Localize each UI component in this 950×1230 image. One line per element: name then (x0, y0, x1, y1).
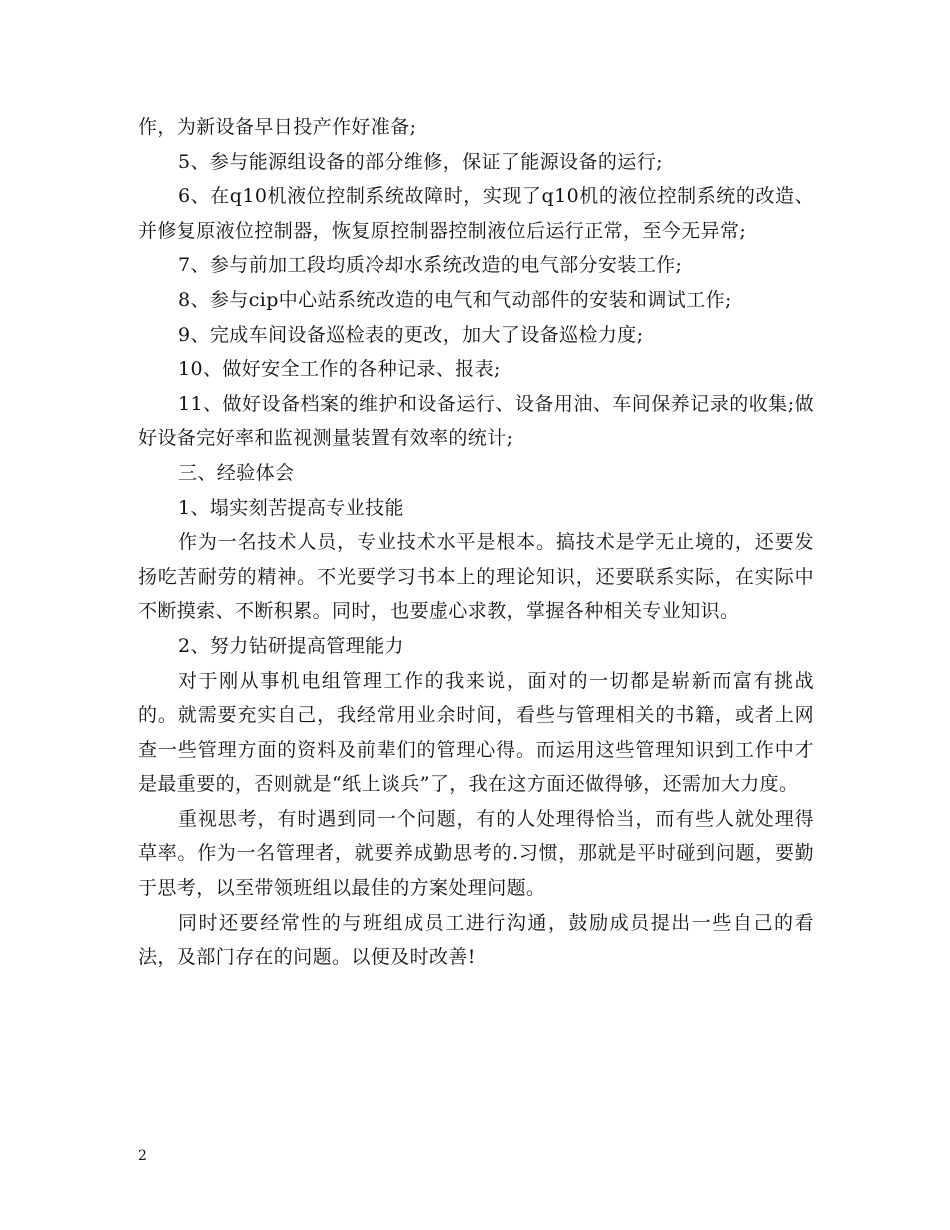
document-body (138, 110, 814, 975)
paragraph: 11、做好设备档案的维护和设备运行、设备用油、车间保养记录的收集;做好设备完好率和监视测量装置有效率的统计; (138, 392, 814, 450)
subsection-heading: 2、努力钻研提高管理能力 (178, 634, 404, 657)
subsection-heading: 1、塌实刻苦提高专业技能 (178, 496, 404, 519)
paragraph: 8、参与cip中心站系统改造的电气和气动部件的安装和调试工作; (178, 288, 732, 311)
paragraph: 同时还要经常性的与班组成员工进行沟通，鼓励成员提出一些自己的看法，及部门存在的问题。以便及时改善! (138, 911, 814, 969)
paragraph: 重视思考，有时遇到同一个问题，有的人处理得恰当，而有些人就处理得草率。作为一名管理者，就要养成勤思考的.习惯，那就是平时碰到问题，要勤于思考，以至带领班组以最佳的方案处理问题。 (138, 807, 814, 900)
section-heading: 三、经验体会 (178, 461, 295, 484)
paragraph: 7、参与前加工段均质冷却水系统改造的电气部分安装工作; (178, 254, 683, 277)
paragraph: 5、参与能源组设备的部分维修，保证了能源设备的运行; (178, 150, 663, 173)
page-number: 2 (138, 1148, 147, 1164)
paragraph: 作，为新设备早日投产作好准备; (138, 116, 417, 138)
paragraph: 对于刚从事机电组管理工作的我来说，面对的一切都是崭新而富有挑战的。就需要充实自己，我经常用业余时间，看些与管理相关的书籍，或者上网查一些管理方面的资料及前辈们的管理心得。而运用这些管理知识到工作中才是最重要的，否则就是“纸上谈兵”了，我在这方面还做得够，还需加大力度。 (138, 669, 814, 796)
paragraph: 10、做好安全工作的各种记录、报表; (178, 358, 501, 381)
paragraph: 9、完成车间设备巡检表的更改，加大了设备巡检力度; (178, 323, 644, 346)
paragraph: 6、在q10机液位控制系统故障时，实现了q10机的液位控制系统的改造、并修复原液位控制器，恢复原控制器控制液位后运行正常，至今无异常; (138, 185, 814, 242)
paragraph: 作为一名技术人员，专业技术水平是根本。搞技术是学无止境的，还要发扬吃苦耐劳的精神。不光要学习书本上的理论知识，还要联系实际，在实际中不断摸索、不断积累。同时，也要虚心求教，掌握各种相关专业知识。 (138, 531, 814, 623)
